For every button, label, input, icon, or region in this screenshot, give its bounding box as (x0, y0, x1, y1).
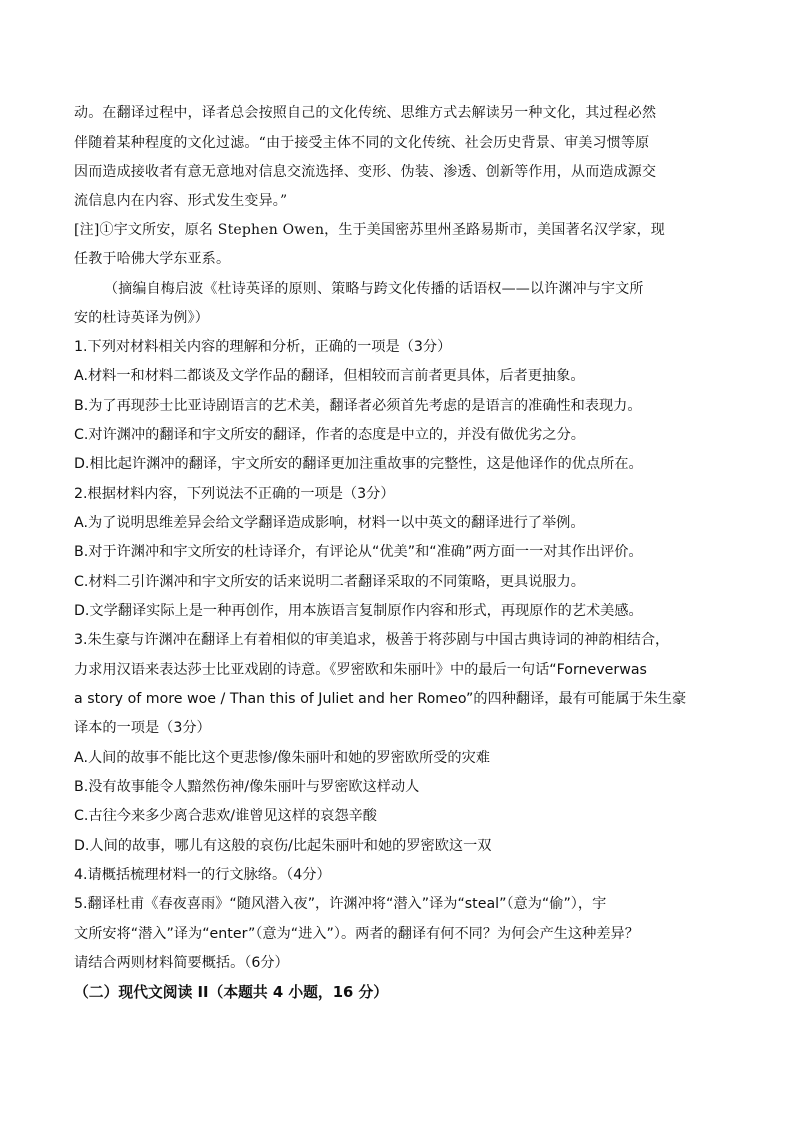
question-3-stem-line-3: a story of more woe / Than this of Juliet and her Romeo”的四种翻译，最有可能属于朱生豪 (74, 691, 687, 707)
section-heading: （二）现代文阅读 II（本题共 4 小题，16 分） (74, 984, 389, 1001)
source-line-2: 安的杜诗英译为例》） (74, 310, 209, 326)
question-3-stem-line-1: 3.朱生豪与许渊冲在翻译上有着相似的审美追求，极善于将莎剧与中国古典诗词的神韵相结合， (74, 632, 670, 648)
question-2-option-c: C.材料二引许渊冲和宇文所安的话来说明二者翻译采取的不同策略，更具说服力。 (74, 574, 585, 590)
question-4-stem: 4.请概括梳理材料一的行文脉络。（4分） (74, 867, 331, 883)
question-5-stem-line-3: 请结合两则材料简要概括。（6分） (74, 955, 289, 971)
question-3-option-a: A.人间的故事不能比这个更悲惨/像朱丽叶和她的罗密欧所受的灾难 (74, 750, 490, 766)
question-3-option-d: D.人间的故事，哪儿有这般的哀伤/比起朱丽叶和她的罗密欧这一双 (74, 838, 492, 854)
note-line-2: 任教于哈佛大学东亚系。 (74, 251, 231, 267)
question-1-option-b: B.为了再现莎士比亚诗剧语言的艺术美，翻译者必须首先考虑的是语言的准确性和表现力。 (74, 398, 642, 414)
material-paragraph-line-4: 流信息内在内容、形式发生变异。” (74, 193, 288, 209)
note-line-1: [注]①宇文所安，原名 Stephen Owen，生于美国密苏里州圣路易斯市，美国著名汉学家，现 (74, 222, 665, 238)
question-1-stem: 1.下列对材料相关内容的理解和分析，正确的一项是（3分） (74, 339, 452, 355)
question-3-stem-line-4: 译本的一项是（3分） (74, 720, 211, 736)
question-3-option-b: B.没有故事能令人黯然伤神/像朱丽叶与罗密欧这样动人 (74, 779, 420, 795)
question-1-option-d: D.相比起许渊冲的翻译，宇文所安的翻译更加注重故事的完整性，这是他译作的优点所在。 (74, 456, 643, 472)
material-paragraph-line-1: 动。在翻译过程中，译者总会按照自己的文化传统、思维方式去解读另一种文化，其过程必然 (74, 105, 657, 121)
material-paragraph-line-2: 伴随着某种程度的文化过滤。“由于接受主体不同的文化传统、社会历史背景、审美习惯等原 (74, 135, 650, 151)
question-3-option-c: C.古往今来多少离合悲欢/谁曾见这样的哀怨辛酸 (74, 808, 377, 824)
question-1-option-c: C.对许渊冲的翻译和宇文所安的翻译，作者的态度是中立的，并没有做优劣之分。 (74, 427, 585, 443)
question-1-option-a: A.材料一和材料二都谈及文学作品的翻译，但相较而言前者更具体，后者更抽象。 (74, 368, 585, 384)
question-2-option-b: B.对于许渊冲和宇文所安的杜诗译介，有评论从“优美”和“准确”两方面一一对其作出评价。 (74, 544, 643, 560)
question-5-stem-line-1: 5.翻译杜甫《春夜喜雨》“随风潜入夜”，许渊冲将“潜入”译为“steal”（意为“偷”），宇 (74, 896, 607, 912)
material-paragraph-line-3: 因而造成接收者有意无意地对信息交流选择、变形、伪装、渗透、创新等作用，从而造成源交 (74, 164, 657, 180)
question-5-stem-line-2: 文所安将“潜入”译为“enter”（意为“进入”）。两者的翻译有何不同？为何会产生这种差异？ (74, 926, 639, 942)
question-2-option-a: A.为了说明思维差异会给文学翻译造成影响，材料一以中英文的翻译进行了举例。 (74, 515, 585, 531)
question-2-option-d: D.文学翻译实际上是一种再创作，用本族语言复制原作内容和形式，再现原作的艺术美感。 (74, 603, 643, 619)
source-line-1: （摘编自梅启波《杜诗英译的原则、策略与跨文化传播的话语权——以许渊冲与宇文所 (104, 281, 644, 297)
question-2-stem: 2.根据材料内容，下列说法不正确的一项是（3分） (74, 486, 395, 502)
question-3-stem-line-2: 力求用汉语来表达莎士比亚戏剧的诗意。《罗密欧和朱丽叶》中的最后一句话“Forneverwas (74, 662, 647, 678)
